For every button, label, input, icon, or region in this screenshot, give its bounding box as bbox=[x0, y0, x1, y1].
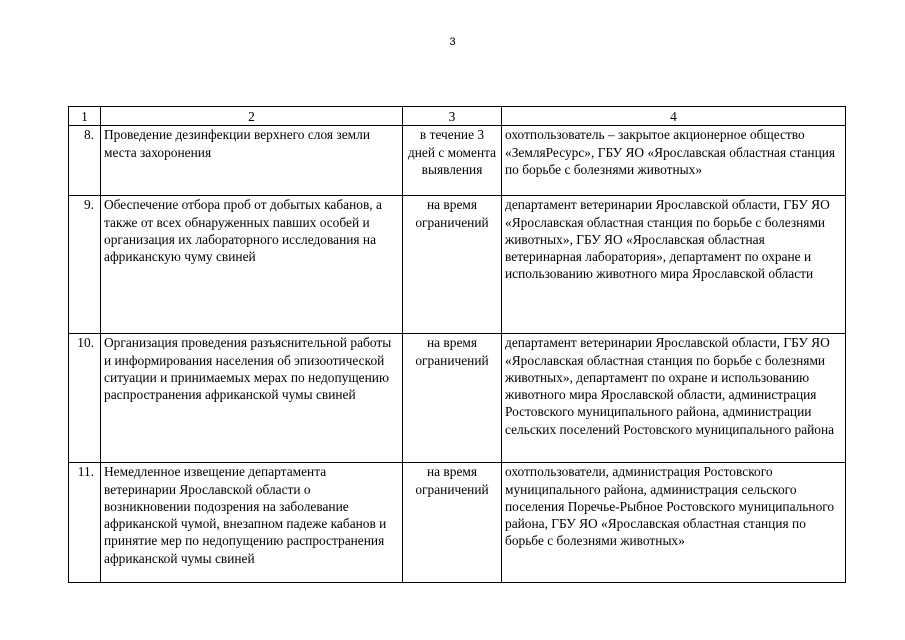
measure-description: Немедленное извещение департамента ветеринарии Ярославской области о возникновении подозрения на заболевание африканской чумой, внезапном падеже кабанов и принятие мер по недопущению распространения африканской чумы свиней bbox=[101, 463, 403, 583]
responsible-parties: департамент ветеринарии Ярославской области, ГБУ ЯО «Ярославская областная станция по борьбе с болезнями животных», департамент по охране и использованию животного мира Ярославской области, администрация Ростовского муниципального района, администрации сельских поселений Ростовского муниципального района bbox=[502, 334, 846, 463]
column-number-3: 3 bbox=[403, 107, 502, 126]
page-number: 3 bbox=[449, 36, 456, 48]
responsible-parties: охотпользователь – закрытое акционерное общество «ЗемляРесурс», ГБУ ЯО «Ярославская областная станция по борьбе с болезнями животных» bbox=[502, 126, 846, 196]
row-number: 8. bbox=[69, 126, 101, 196]
measure-term: на время ограничений bbox=[403, 334, 502, 463]
table-row bbox=[69, 463, 846, 583]
table-row bbox=[69, 126, 846, 196]
table-row bbox=[69, 334, 846, 463]
table-header-row bbox=[69, 107, 846, 126]
measure-term: на время ограничений bbox=[403, 463, 502, 583]
row-number: 11. bbox=[69, 463, 101, 583]
measure-term: на время ограничений bbox=[403, 196, 502, 334]
row-number: 10. bbox=[69, 334, 101, 463]
column-number-2: 2 bbox=[101, 107, 403, 126]
responsible-parties: охотпользователи, администрация Ростовского муниципального района, администрация сельского поселения Поречье-Рыбное Ростовского муниципального района, ГБУ ЯО «Ярославская областная станция по борьбе с болезнями животных» bbox=[502, 463, 846, 583]
row-number: 9. bbox=[69, 196, 101, 334]
column-number-4: 4 bbox=[502, 107, 846, 126]
measure-description: Обеспечение отбора проб от добытых кабанов, а также от всех обнаруженных павших особей и организация их лабораторного исследования на африканскую чуму свиней bbox=[101, 196, 403, 334]
responsible-parties: департамент ветеринарии Ярославской области, ГБУ ЯО «Ярославская областная станция по борьбе с болезнями животных», ГБУ ЯО «Ярославская областная ветеринарная лаборатория», департамент по охране и использованию животного мира Ярославской области bbox=[502, 196, 846, 334]
measure-description: Проведение дезинфекции верхнего слоя земли места захоронения bbox=[101, 126, 403, 196]
column-number-1: 1 bbox=[69, 107, 101, 126]
table-row bbox=[69, 196, 846, 334]
measures-table bbox=[68, 106, 846, 583]
measure-description: Организация проведения разъяснительной работы и информирования населения об эпизоотической ситуации и принимаемых мерах по недопущению распространения африканской чумы свиней bbox=[101, 334, 403, 463]
measure-term: в течение 3 дней с момента выявления bbox=[403, 126, 502, 196]
